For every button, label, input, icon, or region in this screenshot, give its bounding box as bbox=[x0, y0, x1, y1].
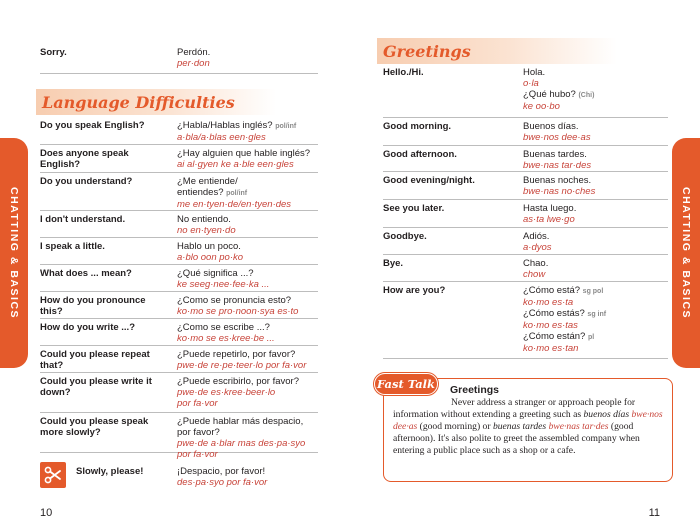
english-phrase: Hello./Hi. bbox=[383, 67, 424, 78]
register-tag: pol/inf bbox=[226, 190, 248, 197]
pronunciation bbox=[523, 132, 591, 143]
fast-talk-text: (good morning) or bbox=[417, 421, 493, 432]
spanish-text: Hablo un poco. bbox=[177, 241, 241, 252]
spanish-text: ¿Me entiende/ bbox=[177, 176, 238, 187]
pronunciation bbox=[523, 343, 606, 354]
english-phrase: How are you? bbox=[383, 285, 446, 296]
spanish-translation bbox=[523, 231, 552, 253]
page-number-left: 10 bbox=[40, 507, 53, 519]
spanish-text: ¿Como se pronuncia esto? bbox=[177, 295, 292, 306]
scissors-icon bbox=[40, 462, 66, 488]
pronunciation: me en·tyen·de/en·tyen·des bbox=[177, 199, 292, 210]
phrase-row bbox=[383, 282, 668, 359]
phrase-row bbox=[40, 292, 318, 319]
spanish-phrase bbox=[523, 331, 606, 343]
pronunciation bbox=[523, 320, 606, 331]
pronunciation-text: o·la bbox=[523, 78, 539, 89]
spanish-phrase bbox=[523, 67, 594, 78]
spanish-text: ¿Hay alguien que hable inglés? bbox=[177, 148, 311, 159]
spanish-phrase bbox=[523, 121, 591, 132]
spanish-phrase bbox=[177, 376, 299, 387]
spanish-phrase bbox=[177, 47, 210, 58]
phrase-row bbox=[40, 145, 318, 173]
pronunciation-text: bwe·nas tar·des bbox=[523, 160, 592, 171]
fast-talk-text: Never address a stranger or approach people for information without extending a greeting such as bbox=[393, 397, 636, 420]
phrase-list-sorry bbox=[40, 44, 318, 74]
pronunciation bbox=[523, 269, 548, 280]
pronunciation-text: bwe·nas no·ches bbox=[523, 186, 596, 197]
spanish-phrase-text: ¿Qué hubo? bbox=[523, 89, 576, 100]
fast-talk-pronunciation: bwe·nos dee·as bbox=[393, 409, 663, 432]
english-phrase: Good morning. bbox=[383, 121, 452, 132]
english-phrase: See you later. bbox=[383, 203, 445, 214]
fast-talk-text: (good afternoon). It's also polite to greet the assembled company when entering a public place such as a shop or a cafe. bbox=[393, 421, 640, 456]
pronunciation-text: as·ta lwe·go bbox=[523, 214, 575, 225]
pronunciation: por fa·vor bbox=[177, 449, 218, 460]
spanish-phrase bbox=[177, 322, 275, 333]
section-title-text: Greetings bbox=[383, 41, 471, 61]
spanish-phrase bbox=[177, 416, 305, 427]
spanish-translation bbox=[523, 175, 595, 197]
phrase-row bbox=[383, 200, 668, 228]
spanish-phrase bbox=[177, 427, 305, 438]
pronunciation bbox=[523, 160, 591, 171]
english-phrase: Could you please repeat that? bbox=[40, 349, 150, 371]
english-phrase: How do you pronounce this? bbox=[40, 295, 146, 317]
spanish-text: Perdón. bbox=[177, 47, 211, 58]
english-phrase: Could you please write it down? bbox=[40, 376, 152, 398]
spanish-text: No entiendo. bbox=[177, 214, 231, 225]
english-phrase: How do you write ...? bbox=[40, 322, 135, 333]
english-phrase: Does anyone speak English? bbox=[40, 148, 129, 170]
pronunciation: a·bla/a·blas een·gles bbox=[177, 132, 266, 143]
pronunciation-text: bwe·nos dee·as bbox=[523, 132, 591, 143]
spanish-phrase-text: Buenas tardes. bbox=[523, 149, 587, 160]
spanish-translation bbox=[177, 349, 306, 371]
page-number-right: 11 bbox=[648, 507, 660, 519]
phrase-row bbox=[383, 228, 668, 255]
spanish-translation bbox=[523, 67, 594, 112]
register-tag: sg inf bbox=[587, 311, 607, 318]
phrase-row bbox=[40, 44, 318, 74]
register-tag: sg pol bbox=[582, 288, 604, 295]
spanish-phrase bbox=[523, 231, 552, 242]
english-phrase: Do you understand? bbox=[40, 176, 133, 187]
spanish-phrase bbox=[523, 89, 594, 101]
pronunciation: ko·mo se pro·noon·sya es·to bbox=[177, 306, 299, 317]
phrase-row bbox=[40, 211, 318, 238]
spanish-translation bbox=[177, 416, 305, 460]
spanish-phrase bbox=[523, 203, 576, 214]
spanish-text: ¿Qué significa ...? bbox=[177, 268, 254, 279]
english-phrase: Could you please speak more slowly? bbox=[40, 416, 149, 438]
phrase-row bbox=[40, 373, 318, 413]
spanish-phrase bbox=[523, 258, 548, 269]
fast-talk-spanish: buenas tardes bbox=[492, 421, 547, 432]
english-phrase: Goodbye. bbox=[383, 231, 427, 242]
section-title-language-difficulties bbox=[36, 89, 276, 115]
spanish-phrase-text: Buenos días. bbox=[523, 121, 579, 132]
chapter-tab-label: CHATTING & BASICS bbox=[8, 186, 20, 320]
spanish-phrase-text: ¿Cómo están? bbox=[523, 331, 586, 342]
spanish-text: ¿Como se escribe ...? bbox=[177, 322, 270, 333]
spanish-phrase-text: Hola. bbox=[523, 67, 546, 78]
phrase-list-greetings bbox=[383, 64, 668, 359]
chapter-tab-right[interactable] bbox=[672, 138, 700, 368]
spanish-phrase bbox=[177, 241, 243, 252]
spanish-translation bbox=[177, 47, 210, 69]
spanish-phrase bbox=[177, 295, 298, 306]
pronunciation bbox=[523, 186, 595, 197]
phrase-slowly bbox=[40, 459, 318, 497]
english-phrase: Do you speak English? bbox=[40, 120, 145, 131]
pronunciation-text: ko·mo es·tas bbox=[523, 320, 578, 331]
english-phrase: Good evening/night. bbox=[383, 175, 475, 186]
phrase-row bbox=[383, 172, 668, 200]
register-tag: (Chi) bbox=[578, 92, 595, 99]
spanish-translation bbox=[523, 203, 576, 225]
pronunciation bbox=[523, 242, 552, 253]
spanish-phrase-text: Buenas noches. bbox=[523, 175, 592, 186]
fast-talk-spanish: buenos días bbox=[583, 409, 630, 420]
spanish-text: ¿Puede escribirlo, por favor? bbox=[177, 376, 299, 387]
english-phrase: Good afternoon. bbox=[383, 149, 457, 160]
phrase-list-language-difficulties bbox=[40, 117, 318, 460]
pronunciation: pwe·de es·kree·beer·lo bbox=[177, 387, 276, 398]
english-phrase: Bye. bbox=[383, 258, 404, 269]
spanish-translation bbox=[177, 268, 269, 290]
spanish-phrase bbox=[523, 308, 606, 320]
fast-talk-badge-text: Fast Talk bbox=[376, 377, 436, 391]
fast-talk-heading: Greetings bbox=[450, 384, 500, 396]
spanish-phrase-text: ¿Cómo está? bbox=[523, 285, 581, 296]
spanish-phrase bbox=[177, 349, 306, 360]
register-tag: pl bbox=[587, 334, 595, 341]
spanish-phrase-text: Chao. bbox=[523, 258, 549, 269]
pronunciation-text: ke oo·bo bbox=[523, 101, 560, 112]
spanish-phrase-text: ¿Cómo estás? bbox=[523, 308, 585, 319]
section-title-greetings bbox=[377, 38, 617, 64]
phrase-row bbox=[383, 118, 668, 146]
pronunciation: pwe·de re·pe·teer·lo por fa·vor bbox=[177, 360, 307, 371]
spanish-phrase-text: Hasta luego. bbox=[523, 203, 577, 214]
pronunciation: des·pa·syo por fa·vor bbox=[177, 477, 268, 488]
spanish-phrase bbox=[523, 149, 591, 160]
phrase-row bbox=[40, 265, 318, 292]
spanish-phrase bbox=[177, 120, 296, 132]
pronunciation bbox=[523, 214, 576, 225]
pronunciation: no en·tyen·do bbox=[177, 225, 236, 236]
english-phrase: What does ... mean? bbox=[40, 268, 132, 279]
pronunciation bbox=[523, 78, 594, 89]
spanish-phrase-text: Adiós. bbox=[523, 231, 550, 242]
english-phrase: I don't understand. bbox=[40, 214, 126, 225]
pronunciation: pwe·de a·blar mas des·pa·syo bbox=[177, 438, 306, 449]
chapter-tab-label: CHATTING & BASICS bbox=[680, 186, 692, 320]
phrase-row bbox=[40, 346, 318, 373]
right-page bbox=[350, 0, 700, 527]
pronunciation-text: chow bbox=[523, 269, 546, 280]
pronunciation: ko·mo se es·kree·be ... bbox=[177, 333, 275, 344]
spanish-text: entiendes? bbox=[177, 187, 224, 198]
spanish-text: por favor? bbox=[177, 427, 220, 438]
pronunciation-text: a·dyos bbox=[523, 242, 552, 253]
phrase-row bbox=[383, 255, 668, 282]
spanish-translation bbox=[523, 149, 591, 171]
pronunciation-text: ko·mo es·tan bbox=[523, 343, 579, 354]
chapter-tab-left[interactable] bbox=[0, 138, 28, 368]
phrase-row bbox=[40, 238, 318, 265]
spanish-phrase bbox=[177, 176, 291, 187]
spanish-text: ¿Puede hablar más despacio, bbox=[177, 416, 304, 427]
spanish-translation bbox=[177, 466, 267, 488]
spanish-translation bbox=[523, 258, 548, 280]
spanish-phrase bbox=[177, 148, 310, 159]
register-tag: pol/inf bbox=[275, 123, 297, 130]
spanish-translation bbox=[177, 376, 299, 409]
spanish-translation bbox=[177, 148, 310, 170]
spanish-phrase bbox=[177, 214, 236, 225]
pronunciation bbox=[523, 297, 606, 308]
spanish-phrase bbox=[177, 268, 269, 279]
spanish-translation bbox=[177, 214, 236, 236]
spanish-text: ¿Habla/Hablas inglés? bbox=[177, 120, 273, 131]
fast-talk-badge bbox=[374, 373, 438, 395]
english-phrase: Sorry. bbox=[40, 47, 67, 58]
fast-talk-body bbox=[393, 397, 669, 457]
spanish-translation bbox=[177, 176, 291, 210]
spanish-translation bbox=[523, 285, 606, 354]
phrase-row bbox=[40, 459, 318, 497]
spanish-translation bbox=[177, 120, 296, 143]
pronunciation bbox=[523, 101, 594, 112]
spanish-phrase bbox=[523, 285, 606, 297]
phrase-row bbox=[383, 146, 668, 172]
spanish-translation bbox=[177, 241, 243, 263]
pronunciation: ai al·gyen ke a·ble een·gles bbox=[177, 159, 294, 170]
phrase-row bbox=[40, 173, 318, 211]
spanish-translation bbox=[177, 295, 298, 317]
pronunciation: a·blo oon po·ko bbox=[177, 252, 244, 263]
spanish-translation bbox=[177, 322, 275, 344]
phrase-row bbox=[40, 413, 318, 460]
fast-talk-pronunciation: bwe·nas tar·des bbox=[548, 421, 609, 432]
pronunciation-text: ko·mo es·ta bbox=[523, 297, 574, 308]
english-phrase: I speak a little. bbox=[40, 241, 105, 252]
spanish-phrase bbox=[177, 187, 291, 199]
pronunciation: por fa·vor bbox=[177, 398, 218, 409]
phrase-row bbox=[40, 319, 318, 346]
spanish-text: ¿Puede repetirlo, por favor? bbox=[177, 349, 296, 360]
phrase-row bbox=[383, 64, 668, 118]
section-title-text: Language Difficulties bbox=[42, 92, 235, 112]
english-phrase: Slowly, please! bbox=[76, 466, 144, 477]
spanish-translation bbox=[523, 121, 591, 143]
spanish-phrase bbox=[523, 175, 595, 186]
phrase-row bbox=[40, 117, 318, 145]
spanish-phrase: ¡Despacio, por favor! bbox=[177, 466, 266, 477]
pronunciation: ke seeg·nee·fee·ka ... bbox=[177, 279, 270, 290]
pronunciation: per·don bbox=[177, 58, 210, 69]
